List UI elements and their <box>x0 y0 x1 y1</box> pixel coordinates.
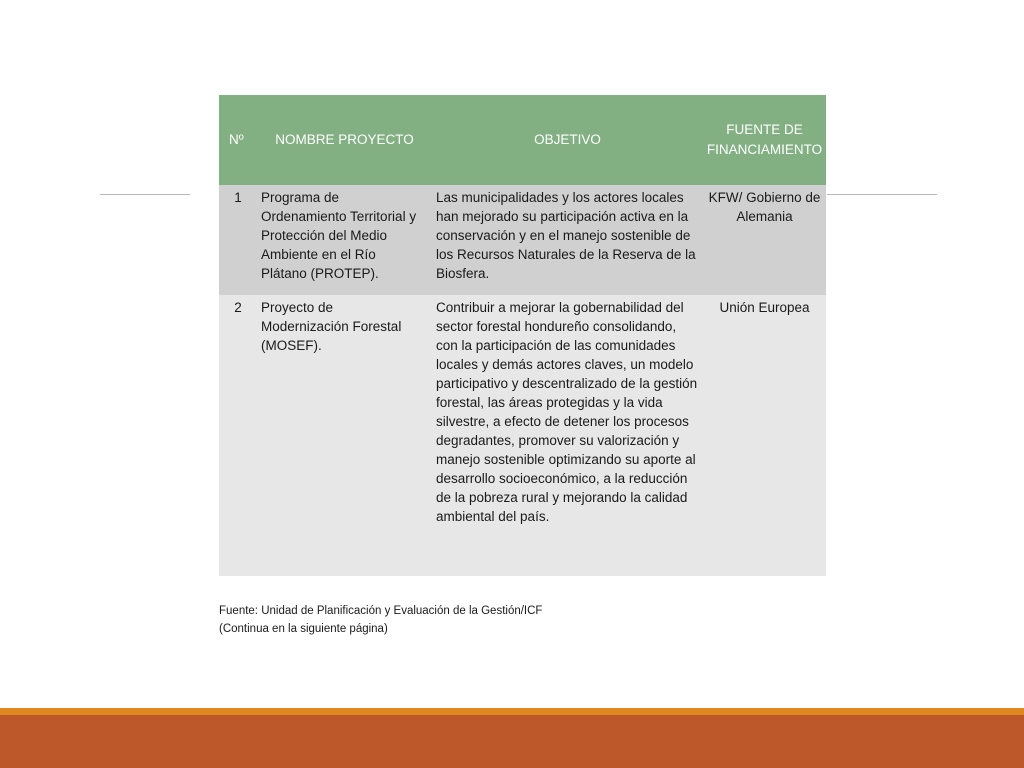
table-row <box>219 185 826 295</box>
source-note: Fuente: Unidad de Planificación y Evaluación de la Gestión/ICF <box>219 605 543 617</box>
footer-accent-line <box>0 708 1024 715</box>
table-row <box>219 295 826 576</box>
divider-left <box>100 194 190 195</box>
continued-note: (Continua en la siguiente página) <box>219 623 388 635</box>
header-objective: OBJETIVO <box>534 132 601 147</box>
funding-source: KFW/ Gobierno de Alemania <box>708 190 821 224</box>
divider-right <box>827 194 937 195</box>
projects-table <box>219 95 826 576</box>
footer-band <box>0 708 1024 768</box>
funding-source: Unión Europea <box>719 300 810 315</box>
project-objective: Las municipalidades y los actores locales han mejorado su participación activa en la conservación y en el manejo sostenible de los Recursos Naturales de la Reserva de la Biosfera. <box>436 190 696 281</box>
table-header-row <box>219 95 826 185</box>
header-funding-source: FUENTE DE FINANCIAMIENTO <box>706 122 823 157</box>
header-project-name: NOMBRE PROYECTO <box>275 132 414 147</box>
row-number: 2 <box>234 300 242 315</box>
project-objective: Contribuir a mejorar la gobernabilidad del sector forestal hondureño consolidando, con la participación de las comunidades locales y demás actores claves, un modelo participativo y descentralizado de la gestión forestal, las áreas protegidas y la vida silvestre, a efecto de detener los procesos degradantes, promover su valorización y manejo sostenible optimizando su aporte al desarrollo socioeconómico, a la reducción de la pobreza rural y mejorando la calidad ambiental del país. <box>436 300 698 524</box>
row-number: 1 <box>234 190 242 205</box>
project-name: Programa de Ordenamiento Territorial y Protección del Medio Ambiente en el Río Plátano (PROTEP). <box>261 190 417 281</box>
project-name: Proyecto de Modernización Forestal (MOSEF). <box>261 300 402 353</box>
table-footnote <box>219 602 542 638</box>
header-number: Nº <box>229 132 244 147</box>
